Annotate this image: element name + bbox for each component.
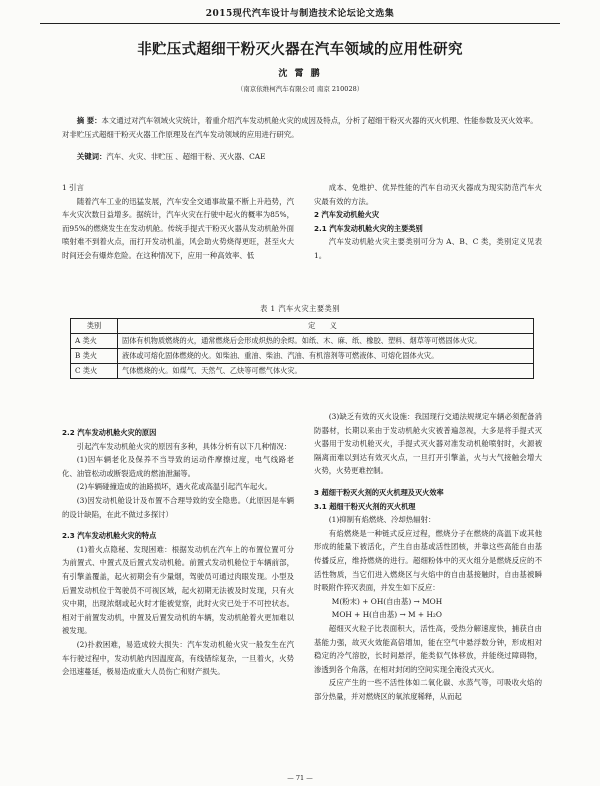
section-heading-2: 2 汽车发动机舱火灾: [314, 210, 380, 220]
subsection-heading-3-1: 3.1 超细干粉灭火剂的灭火机理: [314, 501, 416, 511]
cause-item: (1)因车辆老化及保养不当导致的运动件摩擦过度，电气线路老化、油管松动或断裂造成的燃油泄漏等。: [62, 455, 294, 478]
table-cell-category: C 类火: [71, 364, 118, 379]
running-head: 2015现代汽车设计与制造技术论坛论文选集: [40, 6, 560, 24]
table-row: [71, 334, 534, 349]
category-paragraph: 汽车发动机舱火灾主要类别可分为 A、B、C 类，类别定义见表 1。: [314, 237, 542, 260]
page-number: — 71 —: [287, 774, 313, 782]
table-caption: 表 1 汽车火灾主要类别: [260, 304, 340, 313]
right-column-bottom: [314, 410, 542, 703]
cause-item: (3)因发动机舱设计及布置不合理导致的安全隐患。（此原因是车辆的设计缺陷，在此不做过多探讨）: [62, 495, 294, 519]
author-affiliation: （南京依维柯汽车有限公司 南京 210028）: [236, 85, 364, 93]
section-heading-3: 3 超细干粉灭火剂的灭火机理及灭火效率: [314, 487, 444, 497]
formula-1: M(粉末) + OH(自由基) → MOH: [331, 596, 443, 606]
mechanism-intro: (1)抑制有焰燃烧、冷却热辐射：: [328, 515, 436, 525]
table-cell-definition: 气体燃烧的火。如煤气、天然气、乙炔等可燃气体火灾。: [118, 364, 534, 379]
fire-category-table: [70, 318, 534, 379]
abstract-text: 本文通过对汽车领域火灾统计，着重介绍汽车发动机舱火灾的成因及特点，分析了超细干粉灭火器的灭火机理、性能参数及灭火效率。对非贮压式超细干粉灭火器工作原理及在汽车发动领域的应用进行研究。: [62, 116, 538, 139]
keywords-text: 汽车、火灾、非贮压 、超细干粉、灭火器、CAE: [106, 152, 266, 161]
abstract: [62, 114, 540, 141]
feature-item-continued: (3)缺乏有效的灭火设施：我国现行交通法规规定车辆必须配备消防器材，长期以来由于发动机舱火灾被普遍忽视，大多是将手提式灭火器用于发动机舱灭火，手提式灭火器对准发动机舱喷射时，火源被隔离而难以到达有效灭火点，一旦打开引擎盖，火与大气接触会增大火势，火势更难控制。: [314, 412, 542, 476]
subsection-heading-2-2: 2.2 汽车发动机舱火灾的原因: [62, 428, 157, 437]
mechanism-paragraph-3: 反应产生的一些不活性体如二氧化碳、水蒸气等，可吸收火焰的部分热量，并对燃烧区的氧浓度稀释，从而起: [314, 678, 542, 701]
table-cell-category: A 类火: [71, 334, 118, 349]
author-name: 沈 霄 鹏: [278, 69, 322, 79]
right-column-top: [314, 181, 542, 263]
feature-item: (2)扑救困难，易造成较大损失：汽车发动机舱火灾一般发生在汽车行驶过程中，发动机舱内因温度高，有线错综复杂，一旦着火，火势会迅速蔓延，极易造成重大人员伤亡和财产损失。: [62, 639, 294, 677]
table-header-definition: 定 义: [118, 319, 534, 334]
section-heading-intro: 1 引言: [62, 183, 84, 192]
left-column-bottom: [62, 426, 294, 679]
left-column-top: [62, 181, 294, 263]
feature-item: (1)着火点隐秘、发现困难：根据发动机在汽车上的布置位置可分为前置式、中置式及后置式发动机舱。前置式发动机舱位于车辆前部，有引擎盖覆盖，起火初期会有少量烟，驾驶员可通过肉眼发现。小型及后置发动机位于驾驶员不可视区域，起火初期无法被及时发现，只有火灾中期，出现浓烟或起火时才能被觉察，此时火灾已处于不可控状态。相对于前置发动机，中置及后置发动机的车辆，发动机舱着火更加难以被发现。: [62, 544, 294, 636]
table-header-category: 类别: [71, 319, 118, 334]
table-cell-definition: 固体有机物质燃烧的火，通常燃烧后会形成炽热的余烬。如纸、木、麻、纸、橡胶、塑料、烟草等可燃固体火灾。: [118, 334, 534, 349]
abstract-label: 摘 要：: [76, 116, 102, 125]
table-cell-definition: 液体或可熔化固体燃烧的火。如柴油、重油、柴油、汽油、有机溶剂等可燃液体、可熔化固体火灾。: [118, 349, 534, 364]
causes-intro: 引起汽车发动机舱火灾的原因有多种，具体分析有以下几种情况：: [76, 441, 292, 451]
intro-paragraph-continued: 成本、免维护、优异性能的汽车自动灭火器成为现实防范汽车火灾最有效的方法。: [314, 183, 542, 206]
keywords: [62, 150, 540, 164]
table-header-row: [71, 319, 534, 334]
intro-paragraph: 随着汽车工业的迅猛发展，汽车安全交通事故量不断上升趋势，汽车火灾次数日益增多。据统计，汽车火灾在行驶中起火的概率为85%，而95%的燃烧发生在发动机舱。传统手提式干粉灭火器从发动机舱外面喷射难不到着火点，而打开发动机盖，风会助火势烧得更旺，甚至火大时间还会有爆炸危险。在这种情况下，应用一种高效率、低: [62, 196, 294, 260]
cause-item: (2)车辆碰撞造成的油路损坏，遇火花或高温引起汽车起火。: [76, 482, 273, 492]
mechanism-paragraph: 有焰燃烧是一种链式反应过程，燃烧分子在燃烧的高温下或其他形成的能量下被活化，产生自由基或活性团核，并靠这些高能自由基传播反应，维持燃烧的进行。超细粉体中的灭火组分是燃烧反应的不活性物质，当它们进入燃烧区与火焰中的自由基接触时，自由基被瞬时吸附作猝灭表面，并发生如下反应：: [314, 528, 542, 593]
subsection-heading-2-1: 2.1 汽车发动机舱火灾的主要类别: [314, 223, 423, 233]
table-row: [71, 349, 534, 364]
table-row: [71, 364, 534, 379]
mechanism-paragraph-2: 超细灭火粒子比表面积大，活性高，受热分解速度快，捕获自由基能力强，故灭火效能高倍增加，能在空气中悬浮数分钟，形成相对稳定的冷气溶胶，长时间悬浮，能类似气体移放，并能绕过障碍物，渗透到各个角落，在相对封闭的空间实现全淹没式灭火。: [314, 623, 542, 674]
table-cell-category: B 类火: [71, 349, 118, 364]
subsection-heading-2-3: 2.3 汽车发动机舱火灾的特点: [62, 531, 157, 541]
formula-2: MOH + H(自由基) → M + H₂O: [331, 610, 442, 620]
paper-title: 非贮压式超细干粉灭火器在汽车领域的应用性研究: [137, 42, 463, 58]
keywords-label: 关键词：: [76, 152, 107, 161]
